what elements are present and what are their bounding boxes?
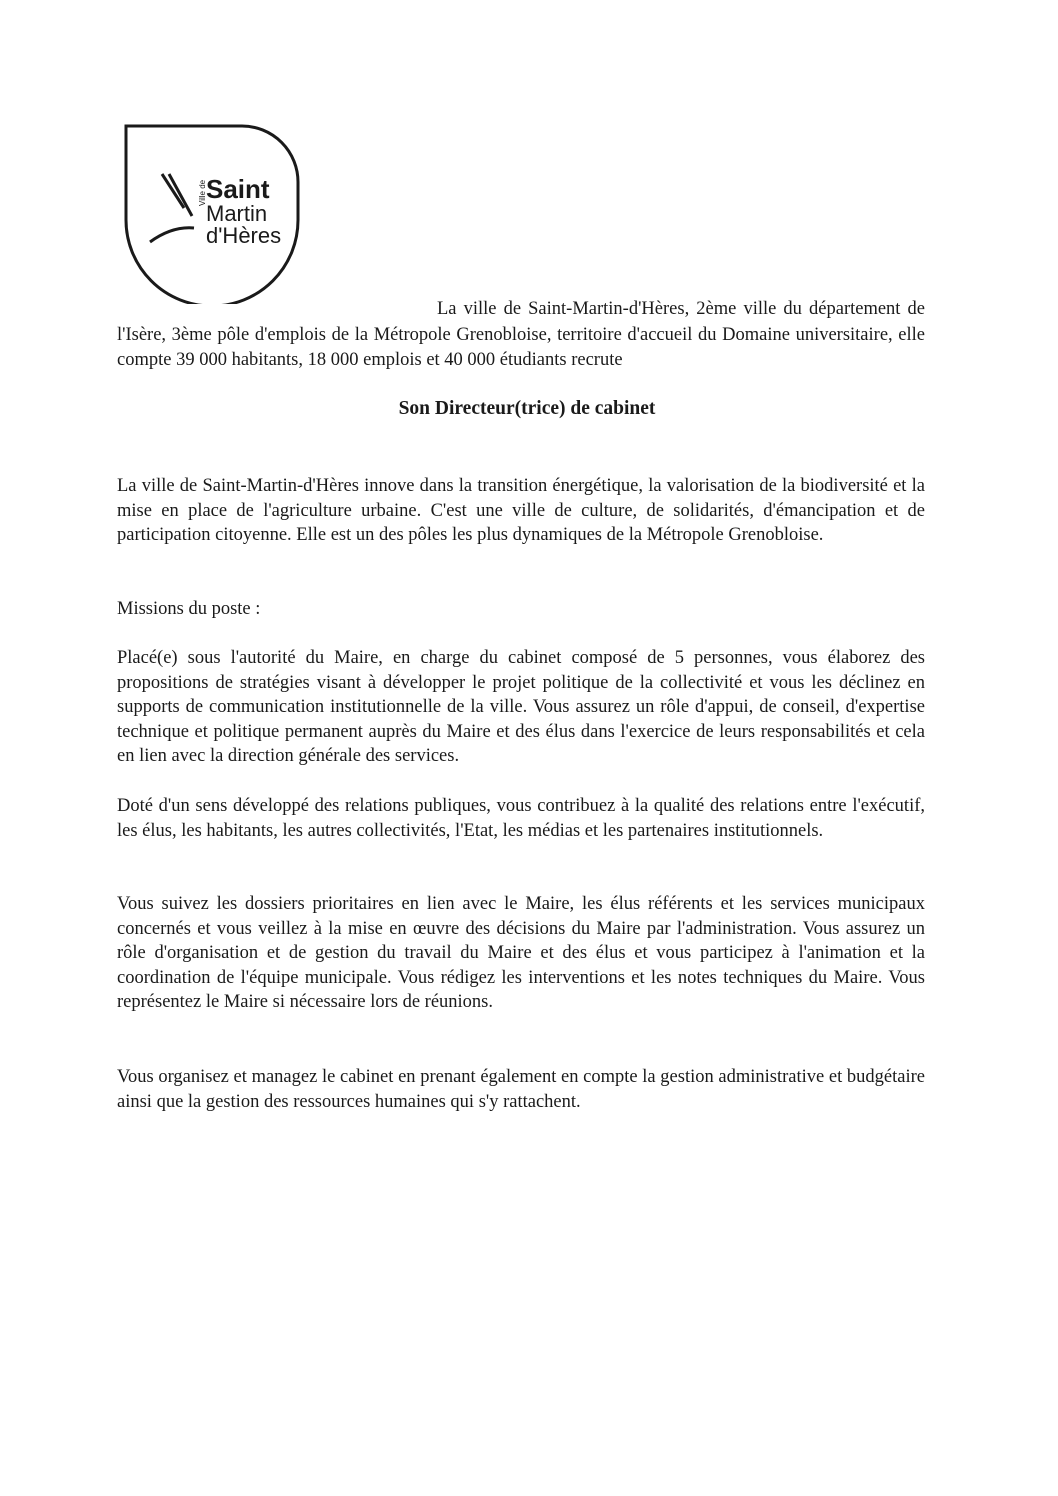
logo-saint-text: Saint xyxy=(206,174,270,204)
missions-paragraph-4: Vous organisez et managez le cabinet en prenant également en compte la gestion administrative et budgétaire ainsi que la gestion des ressources humaines qui s'y rattachent. xyxy=(117,1067,925,1112)
intro-paragraph xyxy=(117,297,925,374)
missions-label: Missions du poste : xyxy=(117,599,261,619)
city-description-paragraph: La ville de Saint-Martin-d'Hères innove dans la transition énergétique, la valorisation de la biodiversité et la mise en place de l'agriculture urbaine. C'est une ville de culture, de solidarités, d'émancipation et de participation citoyenne. Elle est un des pôles les plus dynamiques de la Métropole Grenobloise. xyxy=(117,476,925,545)
job-title: Son Directeur(trice) de cabinet xyxy=(398,398,656,419)
missions-paragraph-2: Doté d'un sens développé des relations publiques, vous contribuez à la qualité des relations entre l'exécutif, les élus, les habitants, les autres collectivités, l'Etat, les médias et les partenaires institutionnels. xyxy=(117,796,925,841)
city-logo xyxy=(122,124,302,304)
logo-ville-de-text: Ville de xyxy=(198,179,207,206)
missions-paragraph-1: Placé(e) sous l'autorité du Maire, en charge du cabinet composé de 5 personnes, vous élaborez des propositions de stratégies visant à développer le projet politique de la collectivité et vous les déclinez en supports de communication institutionnelle de la ville. Vous assurez un rôle d'appui, de conseil, d'expertise technique et politique permanent auprès du Maire et des élus dans l'exercice de leurs responsabilités et cela en lien avec la direction générale des services. xyxy=(117,648,925,766)
logo-dheres-text: d'Hères xyxy=(206,223,282,248)
intro-line-2: département de l'Isère, 3ème pôle d'emplois de la Métropole Grenobloise, territoire d'accueil du Domaine universitaire, elle compte 39 000 habitants, 18 000 emplois et 40 000 étudiants recrute xyxy=(117,299,925,370)
missions-paragraph-3: Vous suivez les dossiers prioritaires en lien avec le Maire, les élus référents et les services municipaux concernés et vous veillez à la mise en œuvre des décisions du Maire par l'administration. Vous assurez un rôle d'organisation et de gestion du travail du Maire et des élus et vous participez à l'animation et la coordination de l'équipe municipale. Vous rédigez les interventions et les notes techniques du Maire. Vous représentez le Maire si nécessaire lors de réunions. xyxy=(117,894,925,1012)
intro-line-1: La ville de Saint-Martin-d'Hères, 2ème ville du xyxy=(437,299,802,319)
logo-martin-text: Martin xyxy=(206,201,268,226)
